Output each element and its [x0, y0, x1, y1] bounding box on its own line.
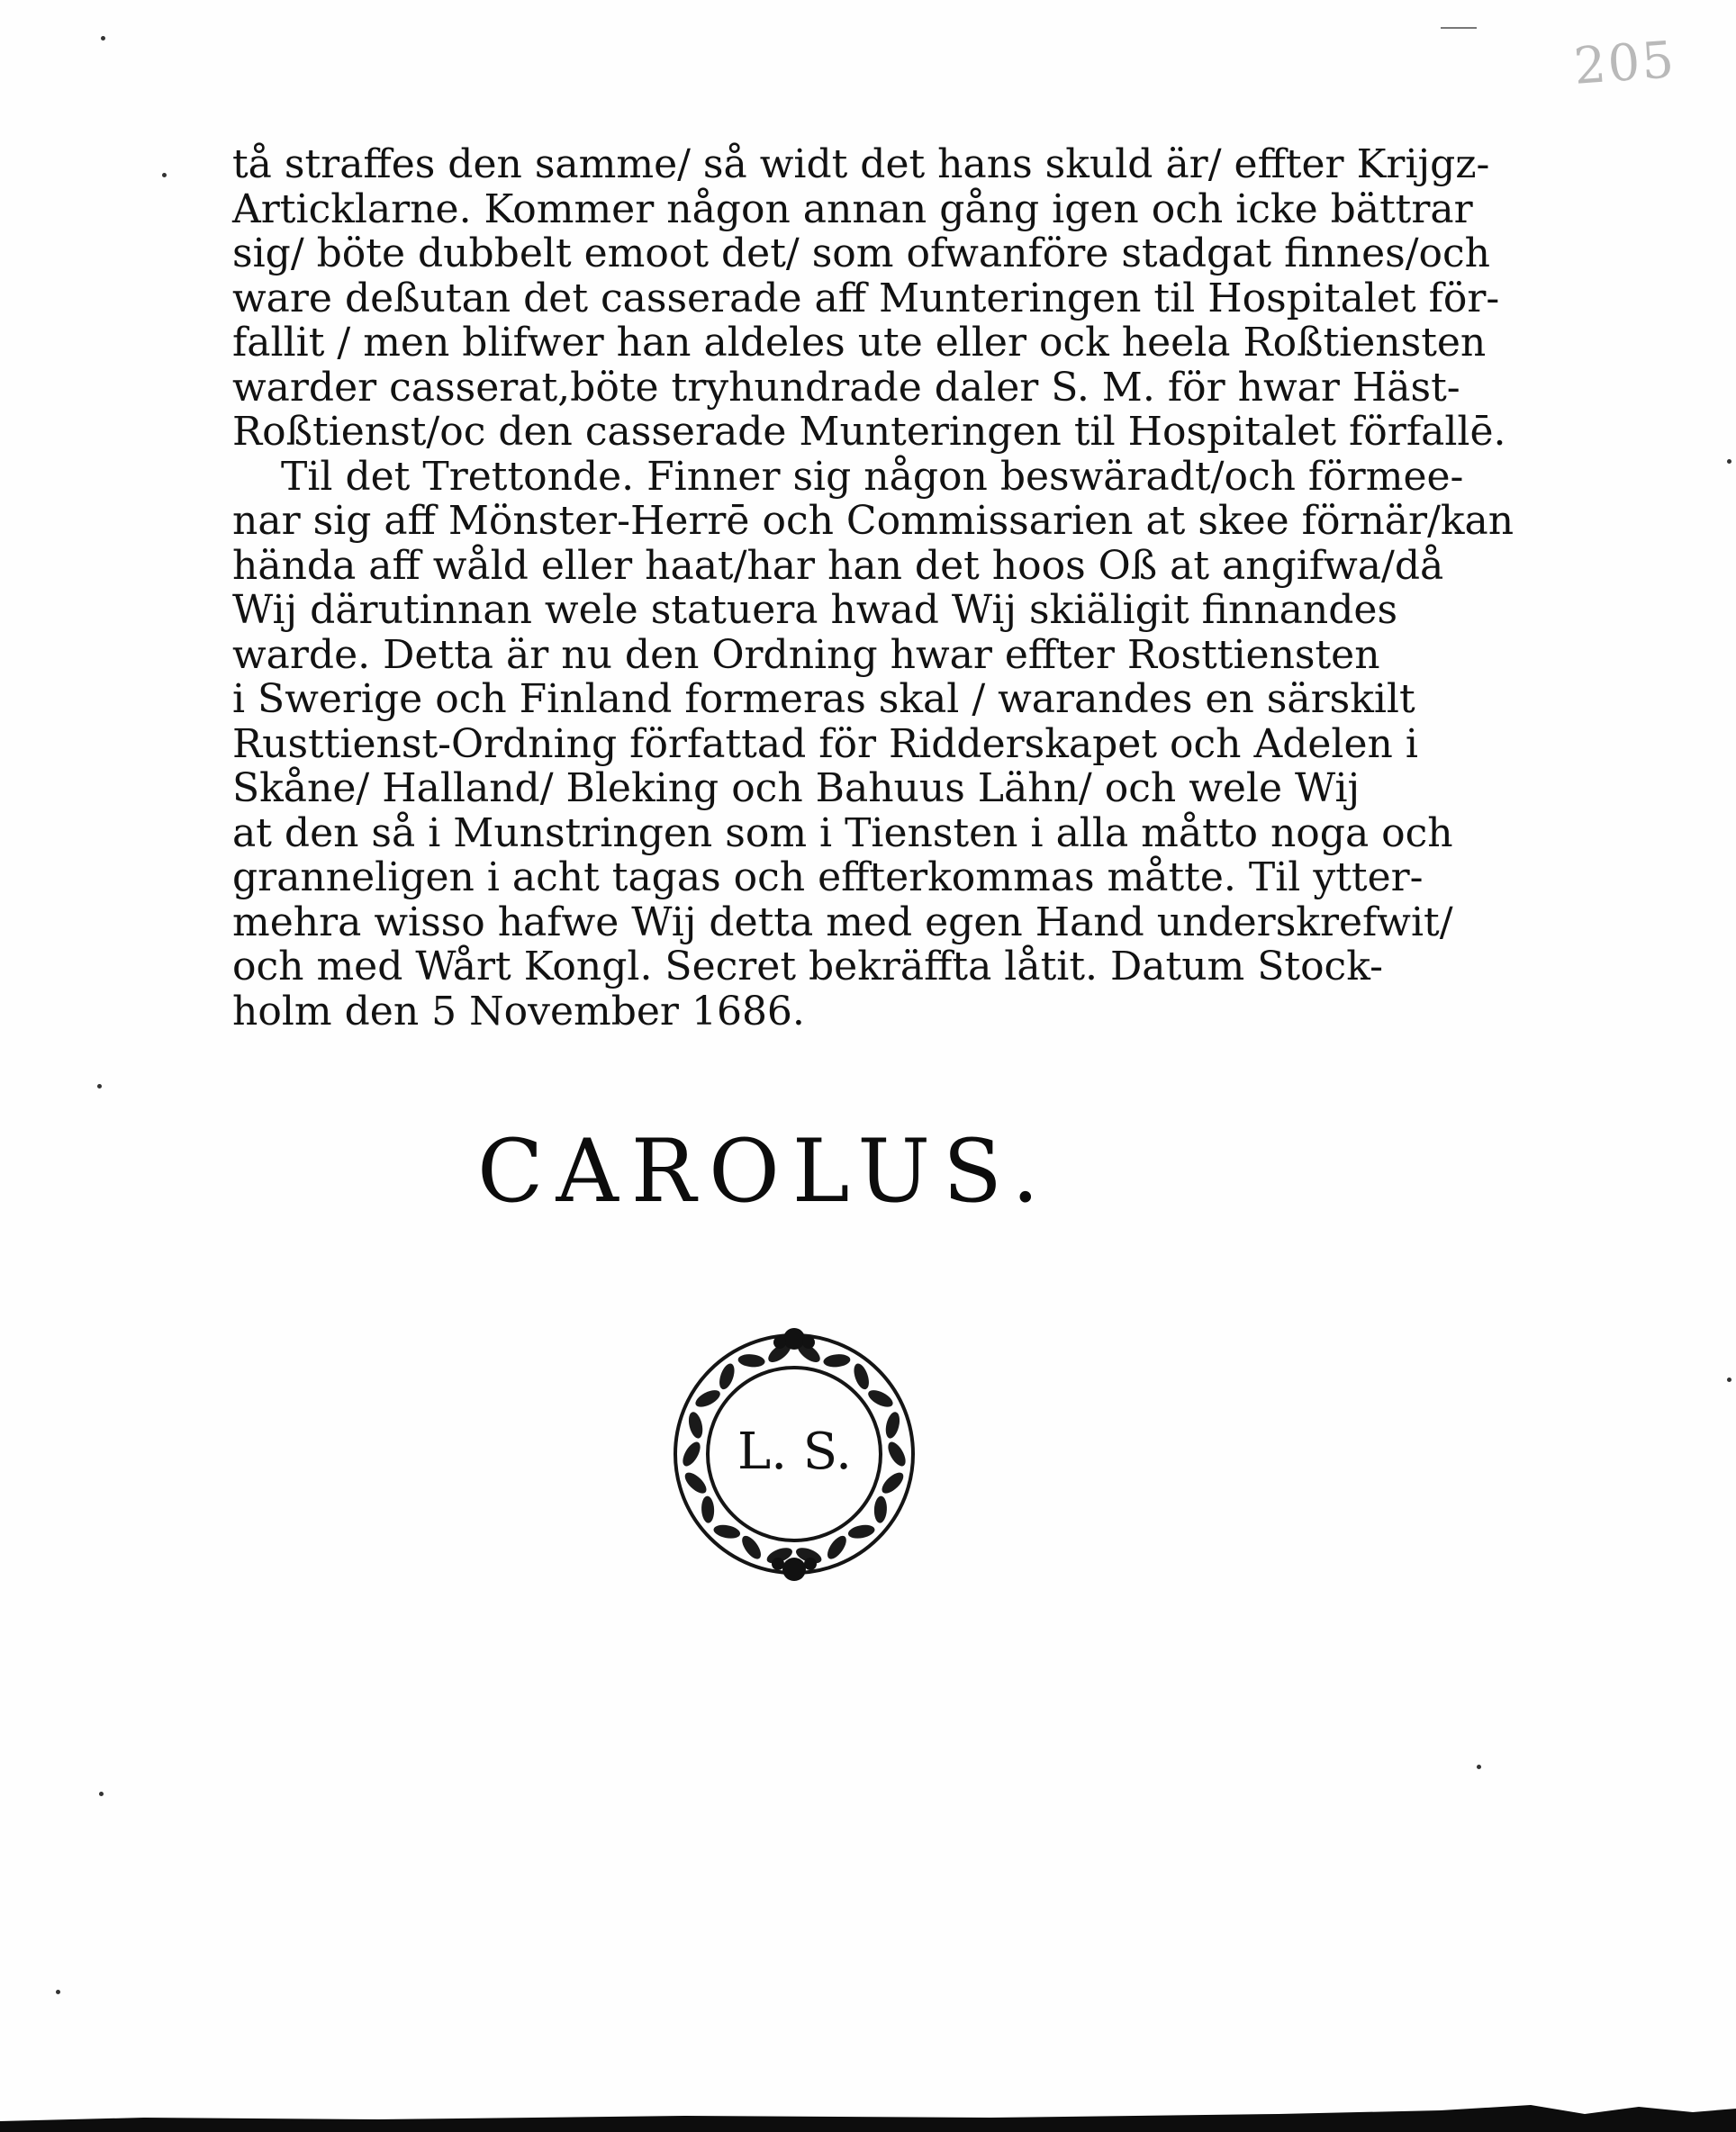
text-line: warde. Detta är nu den Ordning hwar effter Rosttiensten: [232, 631, 1380, 678]
text-line: Articklarne. Kommer någon annan gång igen och icke bättrar: [232, 185, 1473, 232]
margin-speck: [1727, 459, 1731, 464]
seal-label: L. S.: [737, 1423, 852, 1481]
text-line: warder casserat,böte tryhundrade daler S. M. för hwar Häst-: [232, 364, 1460, 411]
text-line: mehra wisso hafwe Wij detta med egen Hand underskrefwit/: [232, 899, 1453, 945]
text-line: ware deßutan det casserade aff Munteringen til Hospitalet för-: [232, 275, 1500, 321]
text-line: Skåne/ Halland/ Bleking och Bahuus Lähn/ och wele Wij: [232, 765, 1361, 811]
margin-speck: [97, 1084, 102, 1089]
seal: [662, 1319, 927, 1585]
text-line: nar sig aff Mönster-Herrē och Commissarien at skee förnär/kan: [232, 498, 1514, 544]
royal-signature: CAROLUS.: [477, 1121, 1053, 1222]
top-rule: [1441, 27, 1477, 29]
ordinance-text: [232, 141, 1514, 1034]
text-line: hända aff wåld eller haat/har han det hoos Oß at angifwa/då: [232, 542, 1444, 589]
text-line: at den så i Munstringen som i Tiensten i alla måtto noga och: [232, 809, 1453, 856]
text-line: och med Wårt Kongl. Secret bekräffta låtit. Datum Stock-: [232, 944, 1383, 989]
margin-speck: [1727, 1378, 1731, 1382]
text-line: Rusttienst-Ordning författad för Ridderskapet och Adelen i: [232, 720, 1418, 767]
text-line: fallit / men blifwer han aldeles ute eller ock heela Roßtiensten: [232, 320, 1487, 366]
handwritten-page-number: 205: [1571, 31, 1678, 96]
text-line: granneligen i acht tagas och effterkommas måtte. Til ytter-: [232, 854, 1424, 900]
text-line: i Swerige och Finland formeras skal / warandes en särskilt: [232, 676, 1415, 722]
margin-speck: [1477, 1765, 1481, 1769]
margin-speck: [99, 1792, 104, 1796]
text-line: Wij därutinnan wele statuera hwad Wij skiäligit finnandes: [232, 587, 1398, 633]
text-line: Til det Trettonde. Finner sig någon beswäradt/och förmee-: [281, 453, 1464, 500]
text-line: tå straffes den samme/ så widt det hans skuld är/ effter Krijgz-: [232, 141, 1490, 187]
scan-edge-shadow: [0, 2101, 1736, 2132]
text-line: sig/ böte dubbelt emoot det/ som ofwanföre stadgat finnes/och: [232, 230, 1490, 276]
text-line: holm den 5 November 1686.: [232, 988, 805, 1034]
text-line: Roßtienst/oc den casserade Munteringen til Hospitalet förfallē.: [232, 409, 1506, 455]
margin-speck: [162, 173, 167, 177]
margin-speck: [56, 1990, 60, 1994]
margin-speck: [101, 36, 105, 41]
